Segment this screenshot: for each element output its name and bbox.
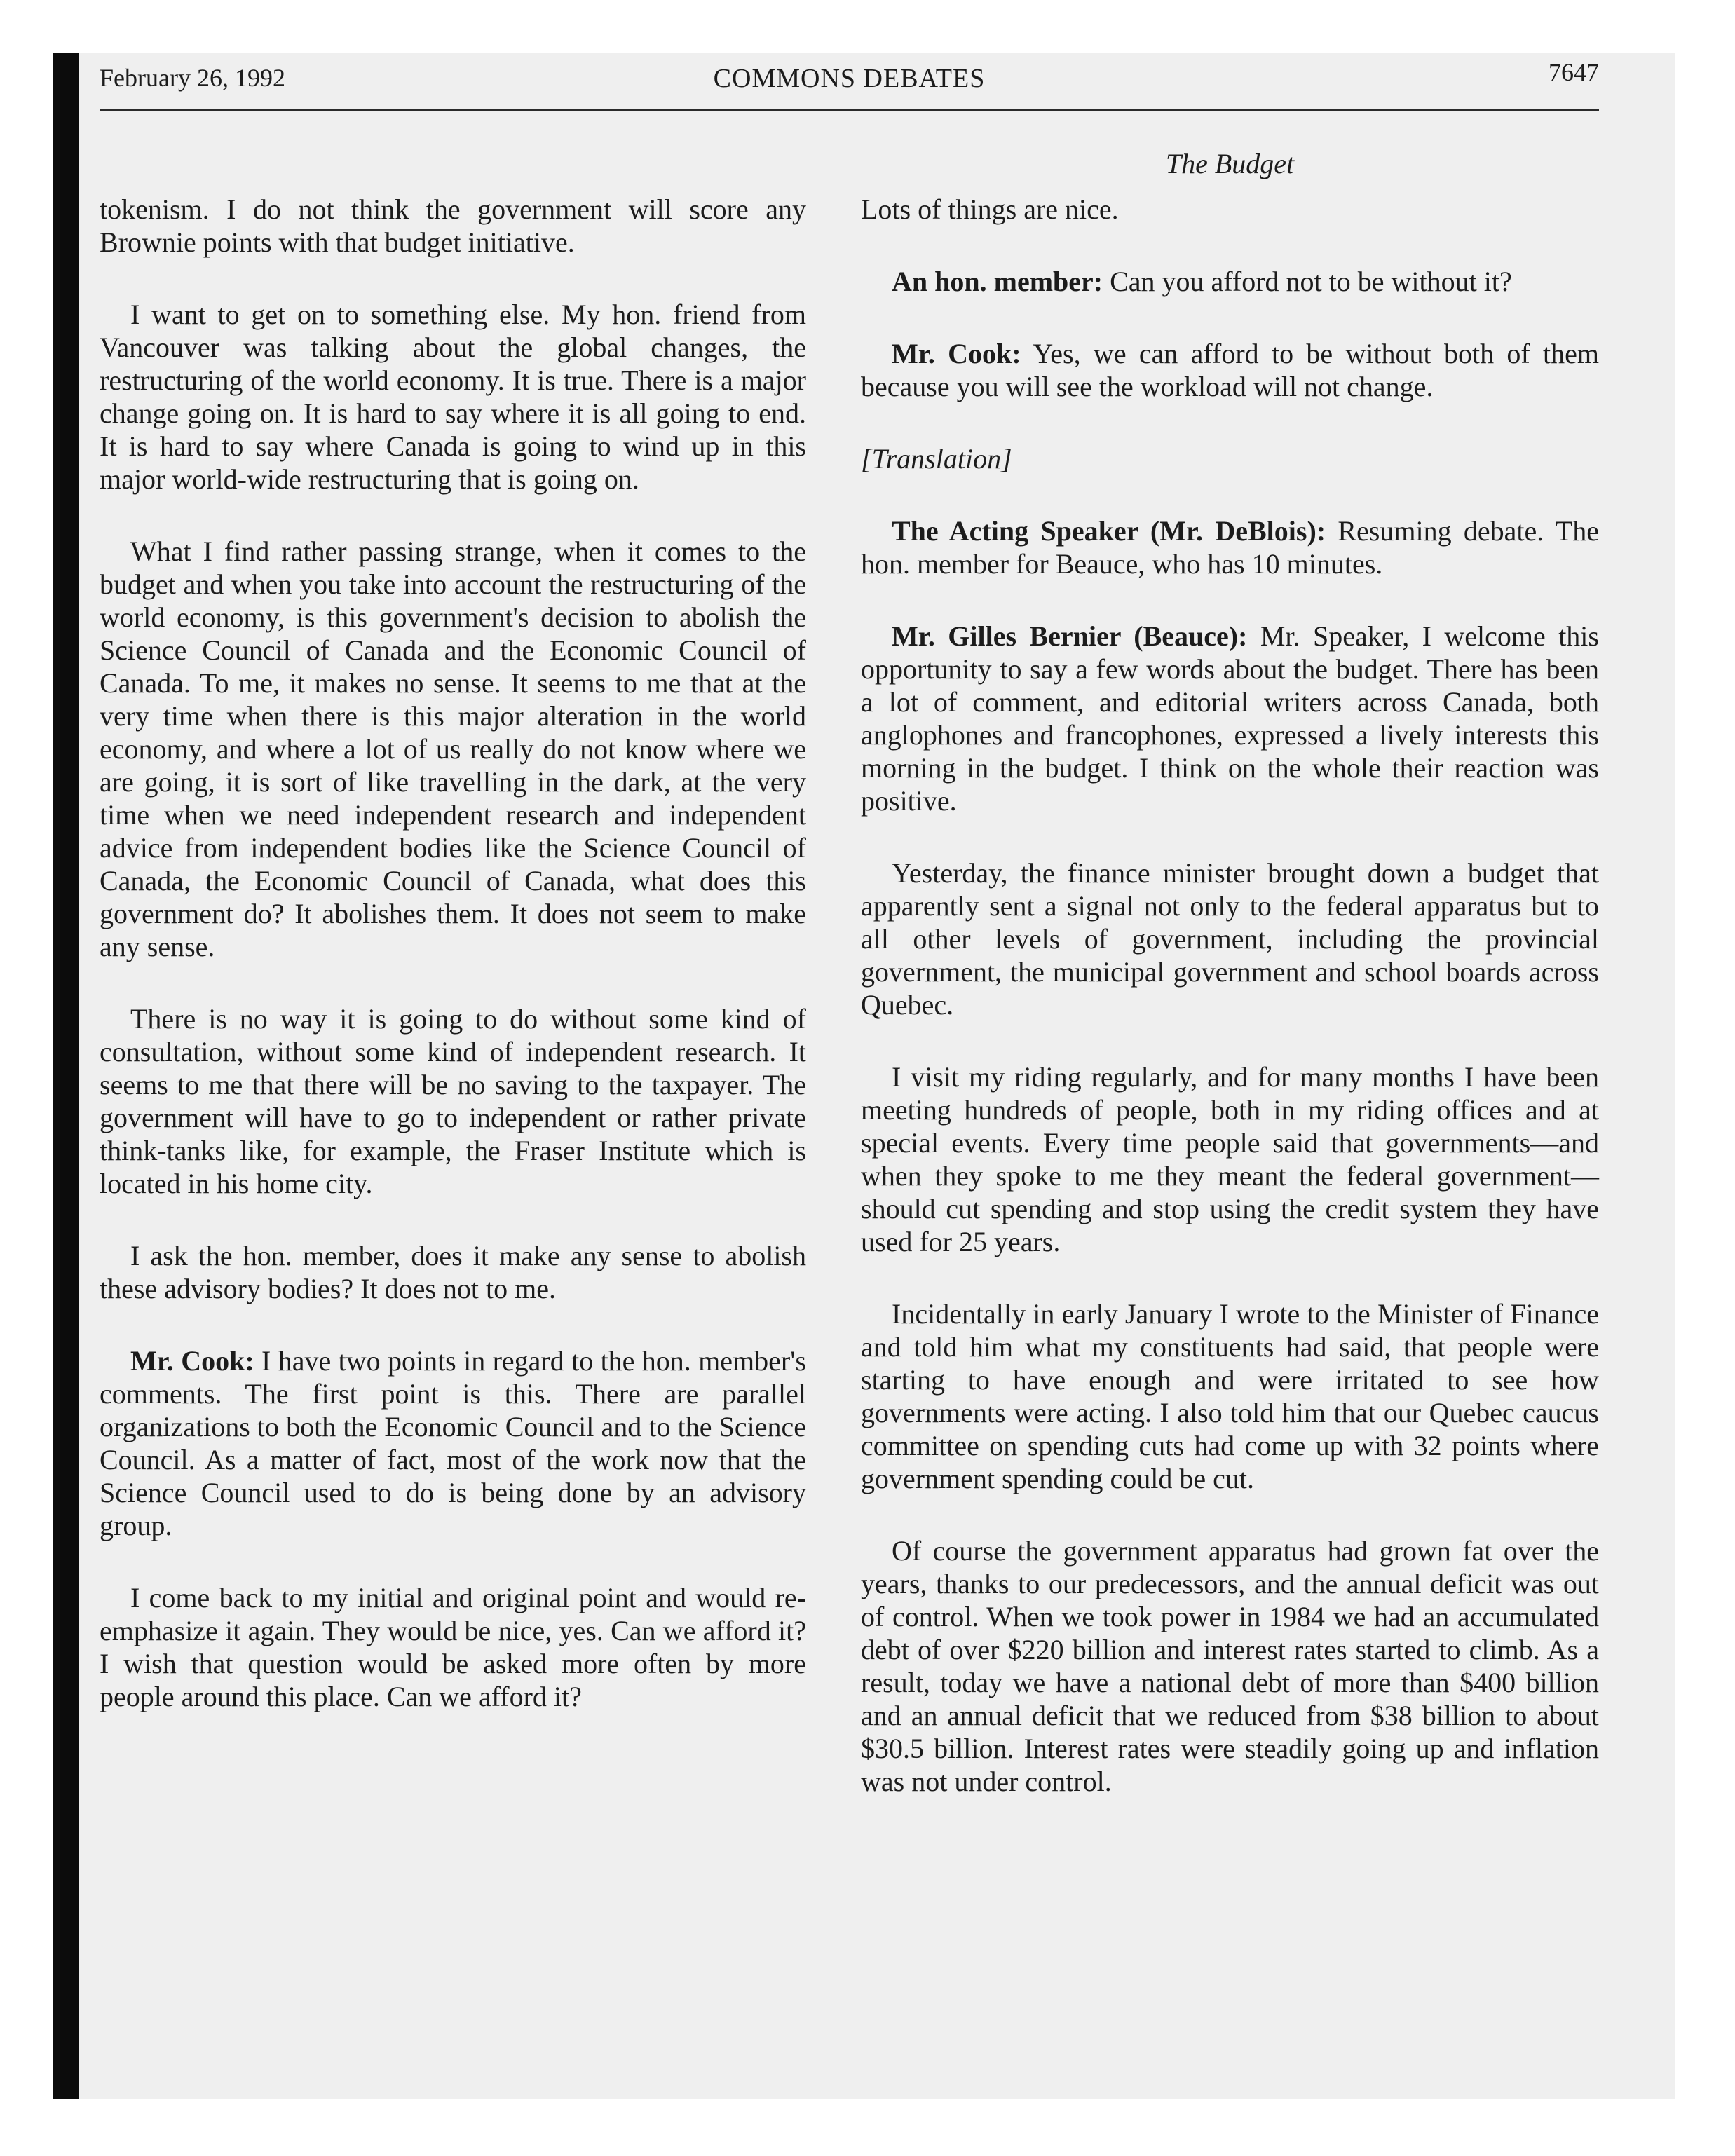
speaker-paragraph: The Acting Speaker (Mr. DeBlois): Resuming debate. The hon. member for Beauce, who has 10 minutes. xyxy=(861,515,1599,580)
paragraph: Incidentally in early January I wrote to the Minister of Finance and told him what my constituents had said, that people were starting to have enough and were irritated to see how governments were acting. I also told him that our Quebec caucus committee on spending cuts had come up with 32 points where government spending could be cut. xyxy=(861,1298,1599,1494)
speaker-name: The Acting Speaker (Mr. DeBlois): xyxy=(892,515,1326,547)
speaker-paragraph: Mr. Cook: Yes, we can afford to be without both of them because you will see the workload will not change. xyxy=(861,338,1599,402)
speaker-paragraph: Mr. Cook: I have two points in regard to the hon. member's comments. The first point is this. There are parallel organizations to both the Economic Council and to the Science Council. As a matter of fact, most of the work now that the Science Council used to do is being done by an advisory group. xyxy=(100,1345,806,1541)
speaker-name: An hon. member: xyxy=(892,266,1103,297)
paragraph: I ask the hon. member, does it make any sense to abolish these advisory bodies? It does not to me. xyxy=(100,1240,806,1304)
paragraph: tokenism. I do not think the government will score any Brownie points with that budget initiative. xyxy=(100,193,806,258)
paragraph: I come back to my initial and original point and would re-emphasize it again. They would be nice, yes. Can we afford it? I wish that question would be asked more often by more people around this place. Can we afford it? xyxy=(100,1582,806,1712)
header-rule xyxy=(100,109,1599,111)
left-column xyxy=(100,193,806,1752)
page-number: 7647 xyxy=(1549,58,1599,86)
speaker-name: Mr. Cook: xyxy=(892,338,1021,369)
translation-note: [Translation] xyxy=(861,443,1012,475)
speaker-name: Mr. Gilles Bernier (Beauce): xyxy=(892,620,1248,652)
right-column xyxy=(861,193,1599,1837)
paragraph: There is no way it is going to do without some kind of consultation, without some kind of independent research. It seems to me that there will be no saving to the taxpayer. The government will have to go to independent or rather private think-tanks like, for example, the Fraser Institute which is located in his home city. xyxy=(100,1003,806,1199)
header-title: COMMONS DEBATES xyxy=(713,64,986,93)
paragraph: I want to get on to something else. My hon. friend from Vancouver was talking about the global changes, the restructuring of the world economy. It is true. There is a major change going on. It is hard to say where it is all going to end. It is hard to say where Canada is going to wind up in this major world-wide restructuring that is going on. xyxy=(100,299,806,495)
speaker-paragraph: Mr. Gilles Bernier (Beauce): Mr. Speaker, I welcome this opportunity to say a few words about the budget. There has been a lot of comment, and editorial writers across Canada, both anglophones and francophones, expressed a lively interests this morning in the budget. I think on the whole their reaction was positive. xyxy=(861,620,1599,817)
speaker-paragraph: An hon. member: Can you afford not to be without it? xyxy=(892,266,1512,297)
paragraph: Lots of things are nice. xyxy=(861,193,1119,225)
scan-margin xyxy=(0,0,53,2156)
paragraph: Of course the government apparatus had grown fat over the years, thanks to our predecessors, and the annual deficit was out of control. When we took power in 1984 we had an accumulated debt of over $220 billion and interest rates started to climb. As a result, today we have a national debt of more than $400 billion and an annual deficit that we reduced from $38 billion to about $30.5 billion. Interest rates were steadily going up and inflation was not under control. xyxy=(861,1535,1599,1797)
paragraph: What I find rather passing strange, when it comes to the budget and when you take into account the restructuring of the world economy, is this government's decision to abolish the Science Council of Canada and the Economic Council of Canada. To me, it makes no sense. It seems to me that at the very time when there is this major alteration in the world economy, and where a lot of us really do not know where we are going, it is sort of like travelling in the dark, at the very time when we need independent research and independent advice from independent bodies like the Science Council of Canada, the Economic Council of Canada, what does this government do? It abolishes them. It does not seem to make any sense. xyxy=(100,535,806,962)
paragraph: I visit my riding regularly, and for many months I have been meeting hundreds of people, both in my riding offices and at special events. Every time people said that governments—and when they spoke to me they meant the federal government—should cut spending and stop using the credit system they have used for 25 years. xyxy=(861,1061,1599,1257)
section-label: The Budget xyxy=(1165,148,1295,179)
paragraph: Yesterday, the finance minister brought down a budget that apparently sent a signal not only to the federal apparatus but to all other levels of government, including the provincial government, the municipal government and school boards across Quebec. xyxy=(861,857,1599,1021)
header-date: February 26, 1992 xyxy=(100,64,285,92)
speaker-name: Mr. Cook: xyxy=(130,1345,254,1377)
scan-binding-edge xyxy=(53,53,79,2099)
page-header xyxy=(100,58,1599,105)
